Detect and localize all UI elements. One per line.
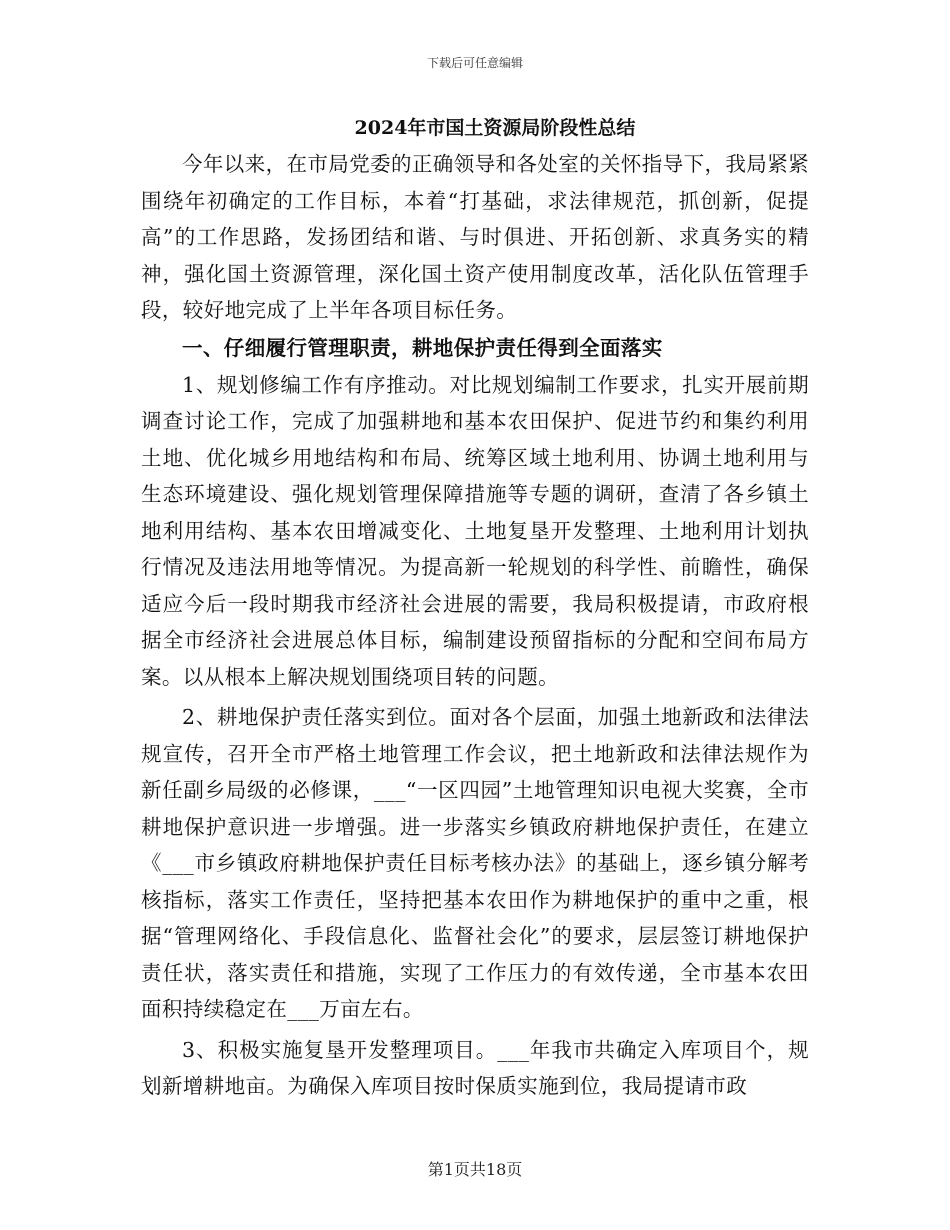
intro-paragraph: 今年以来，在市局党委的正确领导和各处室的关怀指导下，我局紧紧围绕年初确定的工作目标，本着“打基础，求法律规范，抓创新，促提高”的工作思路，发扬团结和谐、与时俱进、开拓创新、求真务实的精神，强化国土资源管理，深化国土资产使用制度改革，活化队伍管理手段，较好地完成了上半年各项目标任务。 [141, 152, 809, 322]
document-body [141, 112, 809, 1105]
page-footer: 第1页共18页 [427, 1160, 523, 1179]
document-title: 2024年市国土资源局阶段性总结 [354, 117, 636, 139]
paragraph-reclamation: 3、积极实施复垦开发整理项目。___年我市共确定入库项目个，规划新增耕地亩。为确保入库项目按时保质实施到位，我局提请市政 [141, 1037, 809, 1098]
section-heading-1: 一、仔细履行管理职责，耕地保护责任得到全面落实 [182, 335, 663, 360]
header-note: 下载后可任意编辑 [426, 56, 523, 70]
paragraph-planning: 1、规划修编工作有序推动。对比规划编制工作要求，扎实开展前期调查讨论工作，完成了加强耕地和基本农田保护、促进节约和集约利用土地、优化城乡用地结构和布局、统筹区域土地利用、协调土地利用与生态环境建设、强化规划管理保障措施等专题的调研，查清了各乡镇土地利用结构、基本农田增减变化、土地复垦开发整理、土地利用计划执行情况及违法用地等情况。为提高新一轮规划的科学性、前瞻性，确保适应今后一段时期我市经济社会进展的需要，我局积极提请，市政府根据全市经济社会进展总体目标，编制建设预留指标的分配和空间布局方案。以从根本上解决规划围绕项目转的问题。 [141, 372, 809, 689]
paragraph-farmland-protection: 2、耕地保护责任落实到位。面对各个层面，加强土地新政和法律法规宣传，召开全市严格土地管理工作会议，把土地新政和法律法规作为新任副乡局级的必修课，___“一区四园”土地管理知识电视大奖赛，全市耕地保护意识进一步增强。进一步落实乡镇政府耕地保护责任，在建立《___市乡镇政府耕地保护责任目标考核办法》的基础上，逐乡镇分解考核指标，落实工作责任，坚持把基本农田作为耕地保护的重中之重，根据“管理网络化、手段信息化、监督社会化”的要求，层层签订耕地保护责任状，落实责任和措施，实现了工作压力的有效传递，全市基本农田面积持续稳定在___万亩左右。 [141, 705, 809, 1021]
